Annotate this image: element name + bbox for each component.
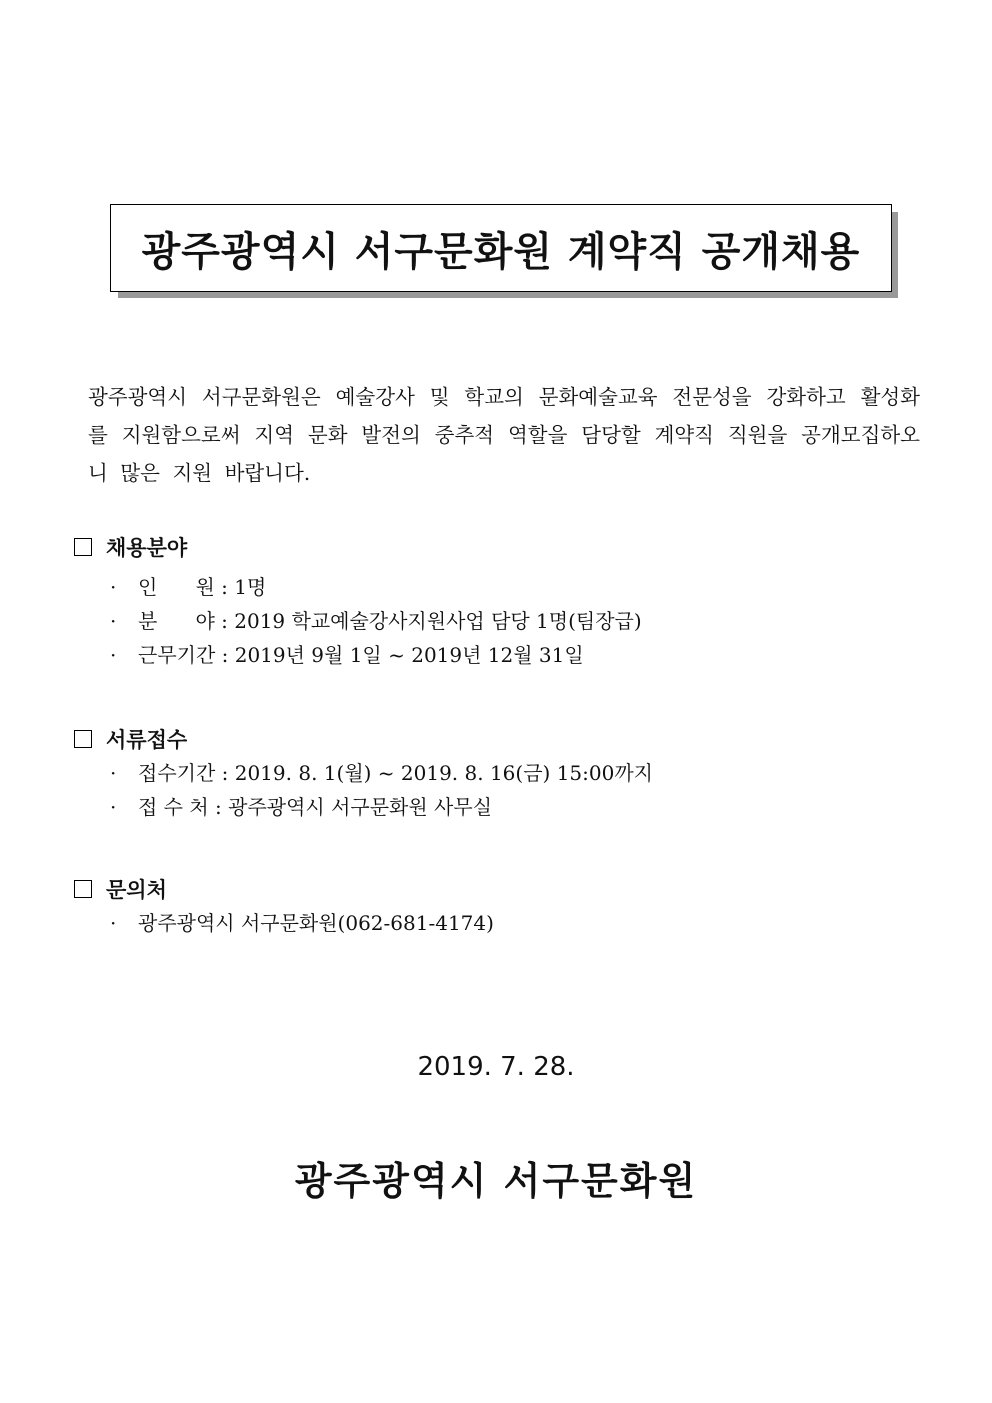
section-heading-documents [74, 724, 187, 754]
document-title: 광주광역시 서구문화원 계약직 공개채용 [110, 204, 892, 292]
bullet: · [110, 609, 117, 633]
section-heading-label: 채용분야 [106, 535, 188, 560]
list-item [110, 906, 494, 940]
separator: : [214, 609, 235, 633]
bullet: · [110, 795, 117, 819]
item-label: 분 야 [138, 609, 215, 633]
document-date: 2019. 7. 28. [417, 1052, 575, 1082]
contact-list [110, 906, 494, 940]
checkbox-square-icon [74, 880, 92, 898]
separator: : [215, 643, 235, 667]
item-value: 1명 [234, 575, 267, 599]
list-item [110, 638, 642, 672]
list-item [110, 790, 653, 824]
separator: : [208, 795, 229, 819]
section-heading-contact [74, 874, 167, 904]
recruitment-list [110, 570, 642, 672]
item-value: 2019년 9월 1일 ~ 2019년 12월 31일 [234, 643, 584, 667]
checkbox-square-icon [74, 730, 92, 748]
item-label: 인 원 [138, 575, 215, 599]
section-heading-label: 서류접수 [106, 727, 188, 752]
checkbox-square-icon [74, 538, 92, 556]
item-value: 2019 학교예술강사지원사업 담당 1명(팀장급) [234, 609, 642, 633]
contact-text: 광주광역시 서구문화원(062-681-4174) [138, 911, 494, 935]
bullet: · [110, 575, 117, 599]
section-heading-label: 문의처 [106, 877, 167, 902]
item-label: 근무기간 [138, 643, 216, 667]
bullet: · [110, 911, 117, 935]
item-value: 광주광역시 서구문화원 사무실 [228, 795, 493, 819]
documents-list [110, 756, 653, 824]
intro-paragraph: 광주광역시 서구문화원은 예술강사 및 학교의 문화예술교육 전문성을 강화하고 활성화를 지원함으로써 지역 문화 발전의 중추적 역할을 담당할 계약직 직원을 공개모집하오니 많은 지원 바랍니다. [88, 385, 920, 485]
item-label: 접 수 처 [138, 795, 209, 819]
separator: : [214, 575, 235, 599]
separator: : [215, 761, 235, 785]
item-label: 접수기간 [138, 761, 216, 785]
bullet: · [110, 643, 117, 667]
list-item [110, 756, 653, 790]
bullet: · [110, 761, 117, 785]
section-heading-recruitment [74, 532, 187, 562]
list-item [110, 604, 642, 638]
title-frame [110, 204, 892, 292]
issuing-organization: 광주광역시 서구문화원 [294, 1159, 698, 1203]
list-item [110, 570, 642, 604]
item-value: 2019. 8. 1(월) ~ 2019. 8. 16(금) 15:00까지 [234, 761, 653, 785]
